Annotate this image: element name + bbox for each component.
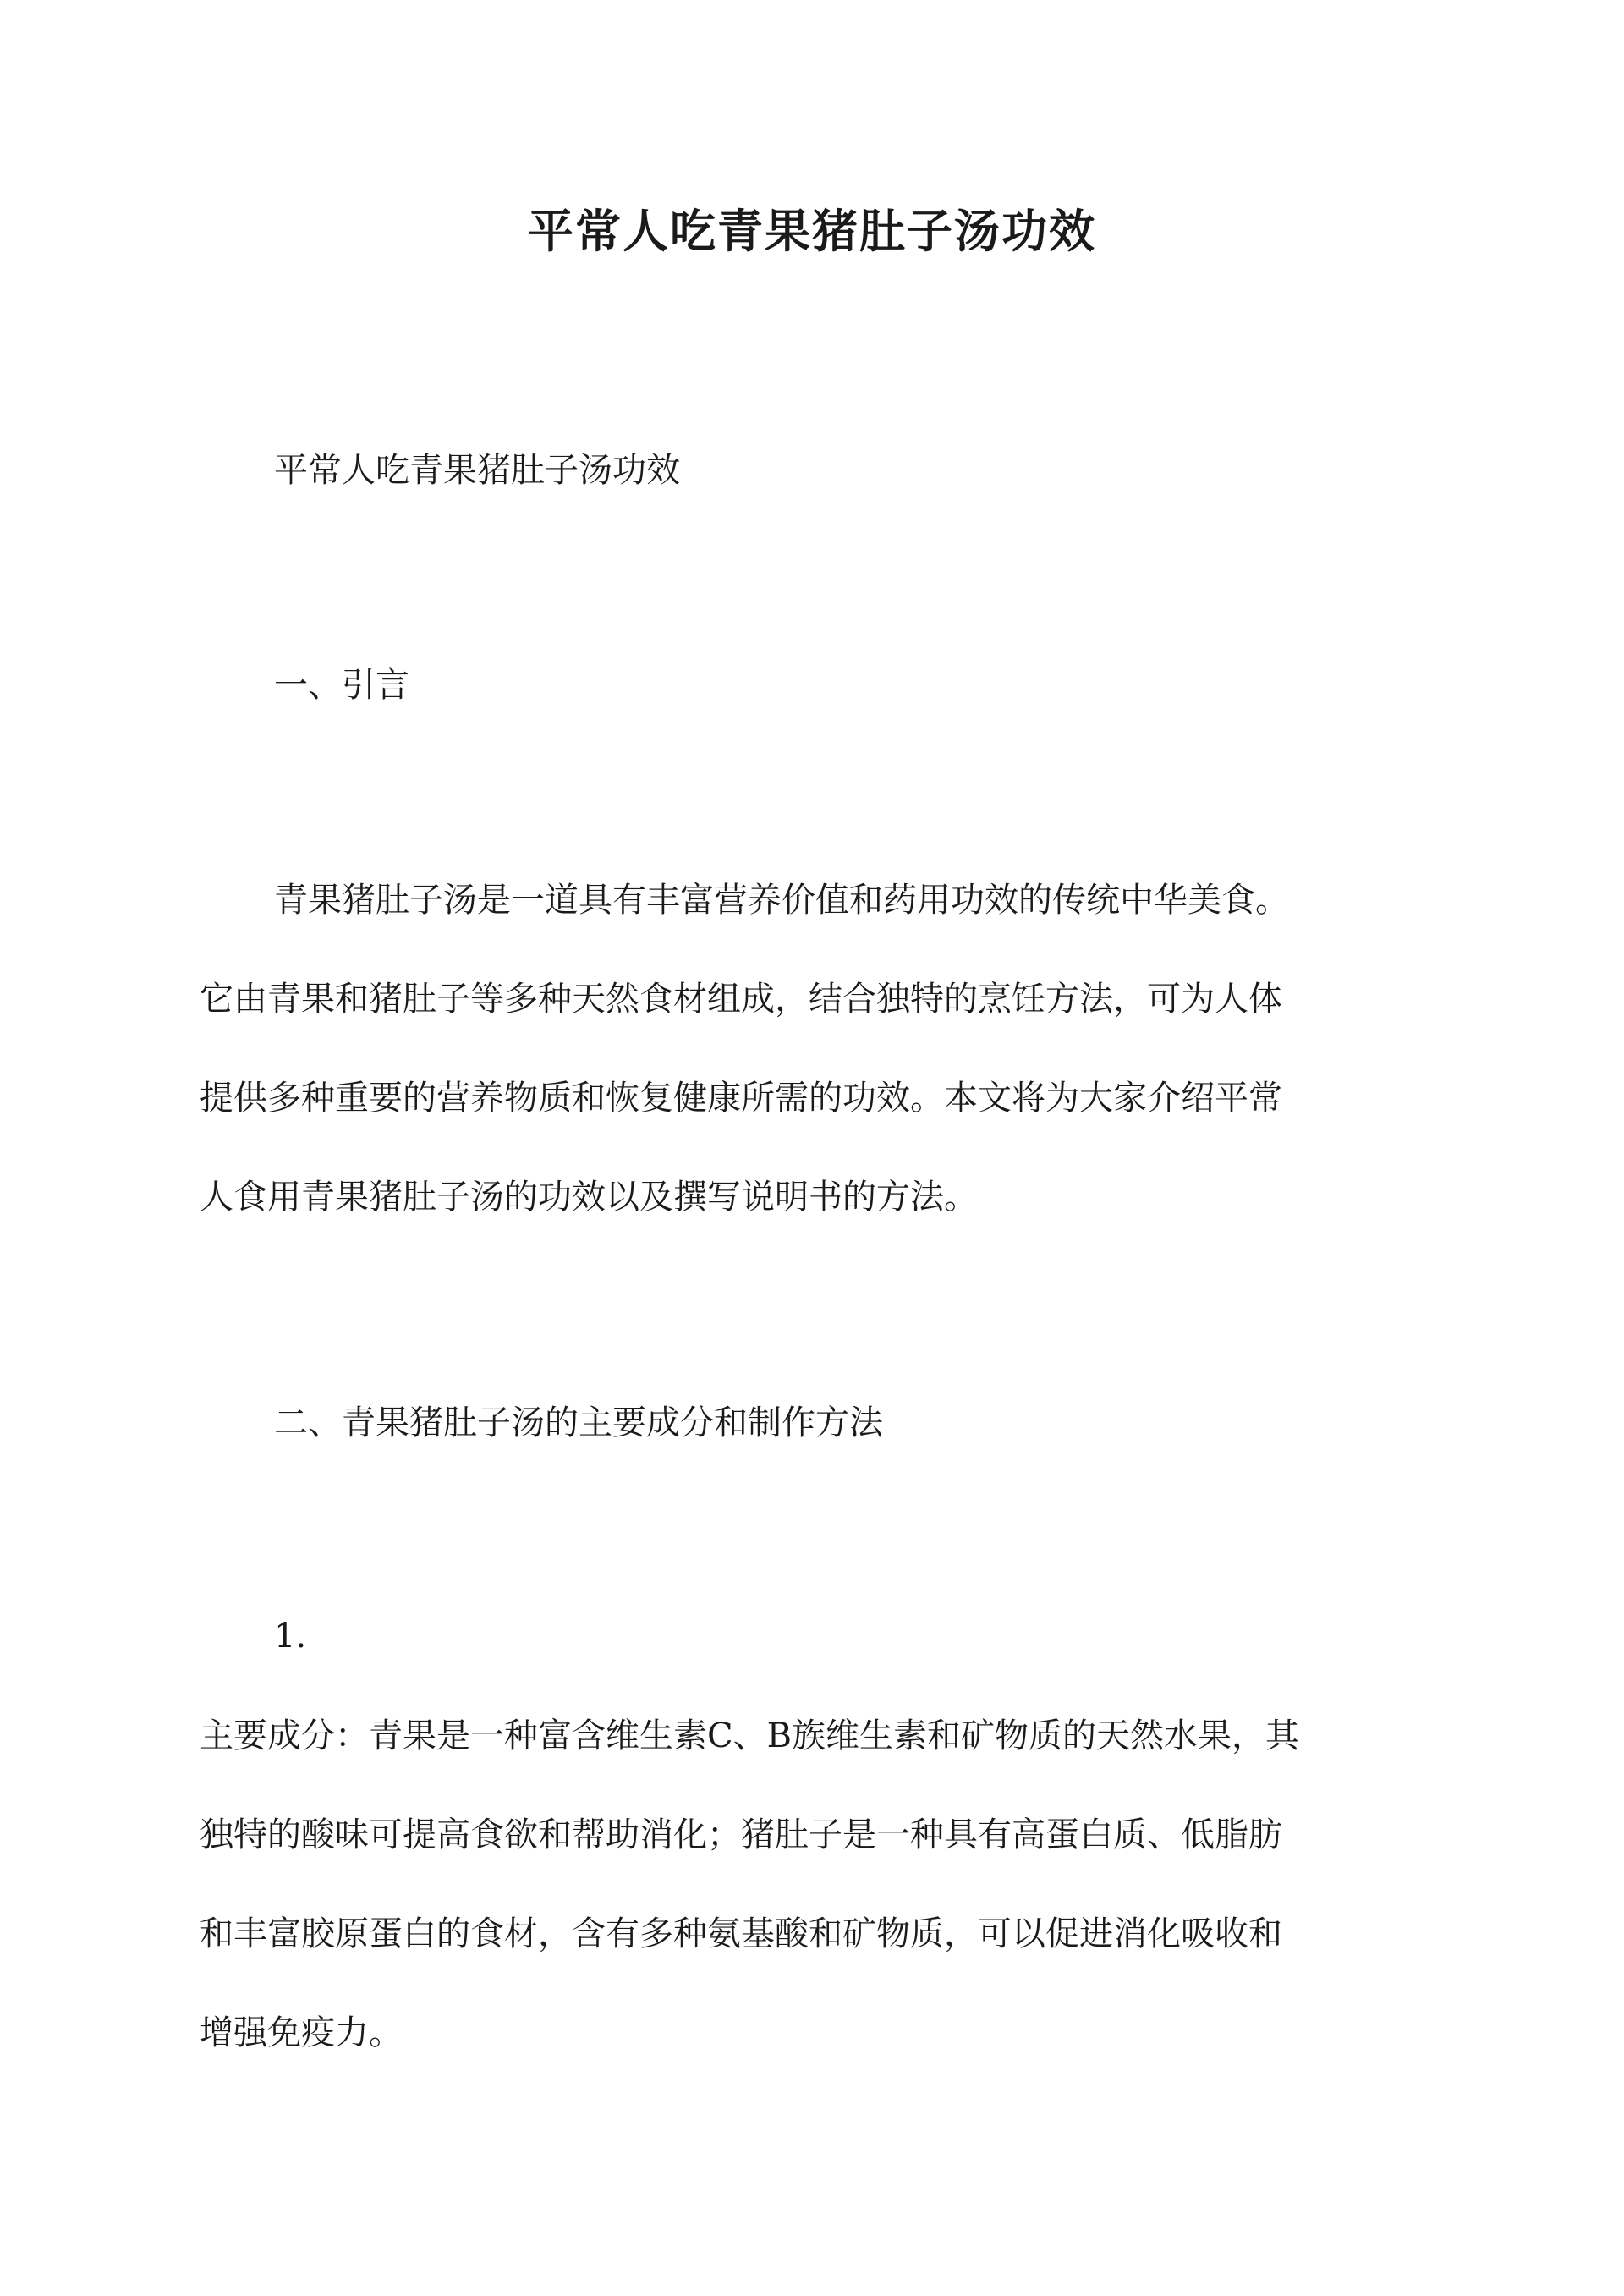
- paragraph-line: 人食用青果猪肚子汤的功效以及撰写说明书的方法。: [200, 1178, 978, 1217]
- introduction-paragraph: [200, 851, 1428, 1247]
- ingredients-paragraph: [200, 1687, 1428, 2083]
- paragraph-line: 它由青果和猪肚子等多种天然食材组成，结合独特的烹饪方法，可为人体: [200, 980, 1282, 1019]
- document-subtitle: 平常人吃青果猪肚子汤功效: [274, 451, 680, 490]
- paragraph-line: 主要成分：青果是一种富含维生素C、B族维生素和矿物质的天然水果，其: [200, 1717, 1299, 1755]
- section-heading-introduction: 一、引言: [274, 666, 409, 705]
- paragraph-line: 和丰富胶原蛋白的食材，含有多种氨基酸和矿物质，可以促进消化吸收和: [200, 1914, 1282, 1953]
- section-heading-ingredients: 二、青果猪肚子汤的主要成分和制作方法: [274, 1403, 883, 1442]
- paragraph-line: 增强免疫力。: [200, 2013, 403, 2052]
- paragraph-line: 提供多种重要的营养物质和恢复健康所需的功效。本文将为大家介绍平常: [200, 1079, 1282, 1118]
- document-title: 平常人吃青果猪肚子汤功效: [528, 204, 1096, 258]
- list-item-number: 1.: [274, 1617, 307, 1656]
- paragraph-line: 青果猪肚子汤是一道具有丰富营养价值和药用功效的传统中华美食。: [274, 881, 1289, 920]
- paragraph-line: 独特的酸味可提高食欲和帮助消化；猪肚子是一种具有高蛋白质、低脂肪: [200, 1815, 1282, 1854]
